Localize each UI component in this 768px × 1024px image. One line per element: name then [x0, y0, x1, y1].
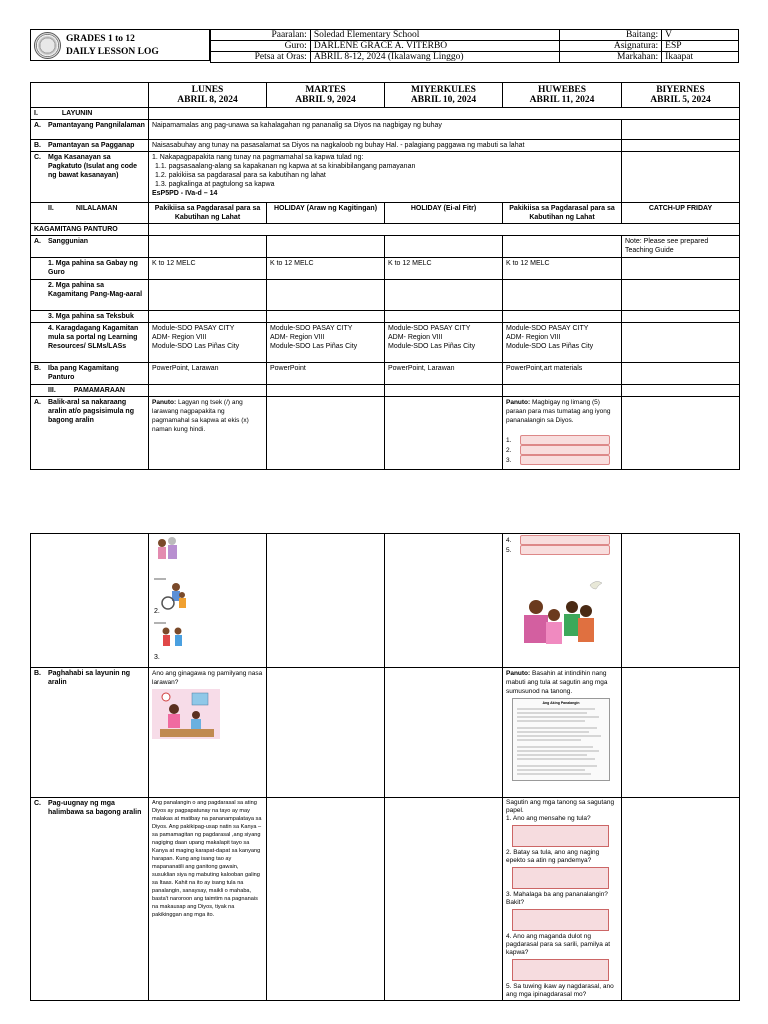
subject-label: Asignatura: [560, 41, 662, 52]
balik-aral-thursday-continued: 4. 5. [503, 534, 622, 668]
answer-box-2[interactable] [520, 445, 610, 455]
iba-monday: PowerPoint, Larawan [149, 363, 267, 385]
day-thursday: HUWEBES ABRIL 11, 2024 [503, 83, 622, 108]
iba-thursday: PowerPoint,art materials [503, 363, 622, 385]
karagdagang-thursday: Module-SDO PASAY CITY ADM- Region VIII Module-SDO Las Piñas City [503, 323, 622, 363]
pamantayan-pagganap-label: Pamantayan sa Pagganap [48, 142, 135, 149]
grade-value: V [662, 30, 739, 41]
svg-text:3.: 3. [154, 654, 160, 661]
pag-uugnay-monday: Ang panalangin o ang pagdarasal sa ating Diyos ay pagpapatunay na tayo ay may malakas at matibay na pananampalataya sa Diyos. Ang pakikipag-usap natin sa Kanya – sa pamamagitan ng pagdarasal ,ang siyang nagiging daan upang makalapit tayo sa Kanya at maging karapat-dapat sa kanyang harapan. Kung ang isang tao ay mapananatili ang ganitong gawain, susuklian siya ng mabuting kalooban galing sa Itaas. Kahit na ito ay isang tula na panalangin, sanaysay, maikli o mahaba, basta't naroroon ang taimtim na pagnanais na makausap ang Diyos, tiyak na pakikinggan ang mga ito. [149, 798, 267, 1001]
pamantayang-pangnilalaman-label: Pamantayang Pangnilalaman [48, 122, 145, 129]
karagdagang-label: 4. Karagdagang Kagamitan mula sa portal ng Learning Resources/ SLMs/LASs [31, 323, 149, 363]
teacher-label: Guro: [211, 41, 311, 52]
day-header-row [31, 83, 740, 108]
kasanayan-label: Mga Kasanayan sa Pagkatuto (Isulat ang code ng bawat kasanayan) [48, 154, 138, 179]
pamantayang-pangnilalaman-text: Naipamamalas ang pag-unawa sa kahalagahan ng pananalig sa Diyos na nagbigay ng buhay [149, 120, 622, 140]
picture-1 [154, 537, 177, 579]
paghahabi-label: Paghahabi sa layunin ng aralin [48, 670, 131, 686]
quarter-label: Markahan: [560, 52, 662, 63]
sanggunian-label: Sanggunian [48, 238, 89, 245]
answer-area-3[interactable] [512, 909, 609, 931]
pamantayan-pagganap-row: B. Pamantayan sa Pagganap Naisasabuhay ang tunay na pasasalamat sa Diyos na nagkaloob ng buhay Hal. - palagiang paggawa ng mabuti sa lahat [31, 140, 740, 152]
picture-2 [154, 583, 186, 623]
header-title-box [30, 29, 210, 61]
karagdagang-tuesday: Module-SDO PASAY CITY ADM- Region VIII Module-SDO Las Piñas City [267, 323, 385, 363]
balik-aral-label: Balik-aral sa nakaraang aralin at/o pagsisimula ng bagong aralin [48, 399, 134, 424]
balik-aral-monday: Panuto: Lagyan ng tsek (/) ang larawang nagpapakita ng pagmamahal sa kapwa at ekis (x) naman kung hindi. [149, 397, 267, 470]
poem-text-lines [515, 705, 607, 779]
balik-aral-continued-row [31, 534, 740, 668]
balik-aral-row: A. Balik-aral sa nakaraang aralin at/o pagsisimula ng bagong aralin Panuto: Lagyan ng tsek (/) ang larawang nagpapakita ng pagmamahal sa kapwa at ekis (x) naman kung hindi. Panuto: Magbigay ng limang (5) paraan para mas tumatag ang iyong pananalangin sa Diyos. 1. 2. 3. [31, 397, 740, 470]
teacher-value: DARLENE GRACE A. VITERBO [310, 41, 560, 52]
day-friday: BIYERNES ABRIL 5, 2024 [622, 83, 740, 108]
layunin-row [31, 108, 740, 120]
date-label: Petsa at Oras: [211, 52, 311, 63]
children-pictures-icon [152, 535, 212, 663]
answer-area-2[interactable] [512, 867, 609, 889]
day-wednesday: MIYERKULES ABRIL 10, 2024 [385, 83, 503, 108]
answer-area-4[interactable] [512, 959, 609, 981]
pag-uugnay-thursday: Sagutin ang mga tanong sa sagutang papel. 1. Ano ang mensahe ng tula? 2. Batay sa tula, ano ang naging epekto sa atin ng pandemya? 3. Mahalaga ba ang pananalangin? Bakit? 4. Ano ang maganda dulot ng pagdarasal para sa sarili, pamilya at kapwa? 5. Sa tuwing ikaw ay nagdarasal, ano ang mga ipinagdarasal mo? [503, 798, 622, 1001]
school-value: Soledad Elementary School [310, 30, 560, 41]
paghahabi-monday: Ano ang ginagawa ng pamilyang nasa larawan? [149, 668, 267, 798]
balik-aral-pictures [149, 534, 267, 668]
deped-seal-icon [34, 32, 61, 59]
sanggunian-friday-note: Note: Please see prepared Teaching Guide [622, 236, 740, 258]
teksbuk-row [31, 311, 740, 323]
gabay-wednesday: K to 12 MELC [385, 258, 503, 280]
poem-image: Ang Aking Panalangin [512, 698, 610, 781]
kasanayan-text: 1. Nakapagpapakita nang tunay na pagmamahal sa kapwa tulad ng: 1.1. pagsasaalang-alang sa kapakanan ng kapwa at sa kinabibilangang pamayanan 1.2. pakikiisa sa pagdarasal para sa kabutihan ng lahat 1.3. pagkalinga at pagtulong sa kapwa EsP5PD - IVa-d – 14 [149, 152, 622, 203]
kagamitang-pang-label: 2. Mga pahina sa Kagamitang Pang-Mag-aaral [31, 280, 149, 311]
nilalaman-row: II. NILALAMAN Pakikiisa sa Pagdarasal para sa Kabutihan ng Lahat HOLIDAY (Araw ng Kagitingan) HOLIDAY (Ei-al Fitr) Pakikiisa sa Pagdarasal para sa Kabutihan ng Lahat CATCH-UP FRIDAY [31, 203, 740, 224]
answer-area-1[interactable] [512, 825, 609, 847]
kagamitan-label: KAGAMITANG PANTURO [31, 224, 149, 236]
pag-uugnay-label: Pag-uugnay ng mga halimbawa sa bagong aralin [48, 800, 142, 816]
nilalaman-tuesday: HOLIDAY (Araw ng Kagitingan) [267, 203, 385, 224]
karagdagang-row [31, 323, 740, 363]
gabay-monday: K to 12 MELC [149, 258, 267, 280]
sanggunian-row: A. Sanggunian Note: Please see prepared Teaching Guide [31, 236, 740, 258]
family-praying-illustration [512, 555, 612, 655]
header-title-line2: DAILY LESSON LOG [66, 47, 159, 57]
nilalaman-wednesday: HOLIDAY (Ei-al Fitr) [385, 203, 503, 224]
header-title-line1: GRADES 1 to 12 [66, 34, 135, 44]
gabay-label: 1. Mga pahina sa Gabay ng Guro [31, 258, 149, 280]
teksbuk-label: 3. Mga pahina sa Teksbuk [31, 311, 149, 323]
day-monday: LUNES ABRIL 8, 2024 [149, 83, 267, 108]
nilalaman-monday: Pakikiisa sa Pagdarasal para sa Kabutihan ng Lahat [149, 203, 267, 224]
kagamitang-pang-row [31, 280, 740, 311]
gabay-tuesday: K to 12 MELC [267, 258, 385, 280]
iba-tuesday: PowerPoint [267, 363, 385, 385]
answer-box-3[interactable] [520, 455, 610, 465]
answer-box-4[interactable] [520, 535, 610, 545]
iba-label: Iba pang Kagamitang Panturo [48, 365, 119, 381]
gabay-row [31, 258, 740, 280]
subject-value: ESP [662, 41, 739, 52]
date-value: ABRIL 8-12, 2024 (Ikalawang Linggo) [310, 52, 560, 63]
iba-row: B. Iba pang Kagamitang Panturo PowerPoint, Larawan PowerPoint PowerPoint, Larawan PowerPoint,art materials [31, 363, 740, 385]
day-tuesday: MARTES ABRIL 9, 2024 [267, 83, 385, 108]
balik-aral-thursday: Panuto: Magbigay ng limang (5) paraan para mas tumatag ang iyong pananalangin sa Diyos. 1. 2. 3. [503, 397, 622, 470]
answer-box-1[interactable] [520, 435, 610, 445]
lesson-log-table-page1 [30, 82, 740, 470]
family-studying-illustration [152, 689, 220, 739]
nilalaman-label: NILALAMAN [75, 205, 118, 212]
kagamitan-row [31, 224, 740, 236]
lesson-log-table-page2 [30, 533, 740, 1001]
quarter-value: Ikaapat [662, 52, 739, 63]
paghahabi-row: B. Paghahabi sa layunin ng aralin Ano ang ginagawa ng pamilyang nasa larawan? Panuto: Basahin at intindihin nang mabuti ang tula at sagutin ang mga sumusunod na tanong. Ang Aking Panalangin [31, 668, 740, 798]
nilalaman-friday: CATCH-UP FRIDAY [622, 203, 740, 224]
pamamaraan-row: III. PAMAMARAAN [31, 385, 740, 397]
school-label: Paaralan: [211, 30, 311, 41]
pamamaraan-label: PAMAMARAAN [73, 387, 125, 394]
pag-uugnay-row: C. Pag-uugnay ng mga halimbawa sa bagong aralin Ang panalangin o ang pagdarasal sa ating Diyos ay pagpapatunay na tayo ay may malakas at matibay na pananampalataya sa Diyos. Ang pakikipag-usap natin sa Kanya – sa pamamagitan ng pagdarasal ,ang siyang nagiging daan upang makalapit tayo sa Kanya at maging karapat-dapat sa kanyang harapan. Kung ang isang tao ay mapananatili ang ganitong gawain, susuklian siya ng mabuting kalooban galing sa Itaas. Kahit na ito ay isang tula na panalangin, sanaysay, maikli o mahaba, basta't naroroon ang taimtim na pagnanais na makausap ang Diyos, tiyak na pakikinggan ang mga ito. Sagutin ang mga tanong sa sagutang papel. 1. Ano ang mensahe ng tula? 2. Batay sa tula, ano ang naging epekto sa atin ng pandemya? 3. Mahalaga ba ang pananalangin? Bakit? 4. Ano ang maganda dulot ng pagdarasal para sa sarili, pamilya at kapwa? 5. Sa tuwing ikaw ay nagdarasal, ano ang mga ipinagdarasal mo? [31, 798, 740, 1001]
layunin-label: LAYUNIN [61, 110, 93, 117]
pamantayang-pangnilalaman-row: A. Pamantayang Pangnilalaman Naipamamalas ang pag-unawa sa kahalagahan ng pananalig sa Diyos na nagbigay ng buhay [31, 120, 740, 140]
paghahabi-thursday: Panuto: Basahin at intindihin nang mabuti ang tula at sagutin ang mga sumusunod na tanong. Ang Aking Panalangin [503, 668, 622, 798]
layunin-num: I. [34, 110, 38, 117]
picture-3 [154, 628, 182, 662]
pamantayan-pagganap-text: Naisasabuhay ang tunay na pasasalamat sa Diyos na nagkaloob ng buhay Hal. - palagiang paggawa ng mabuti sa lahat [149, 140, 622, 152]
karagdagang-monday: Module-SDO PASAY CITY ADM- Region VIII Module-SDO Las Piñas City [149, 323, 267, 363]
answer-box-5[interactable] [520, 545, 610, 555]
grade-label: Baitang: [560, 30, 662, 41]
kasanayan-row: C. Mga Kasanayan sa Pagkatuto (Isulat ang code ng bawat kasanayan) 1. Nakapagpapakita nang tunay na pagmamahal sa kapwa tulad ng: 1.1. pagsasaalang-alang sa kapakanan ng kapwa at sa kinabibilangang pamayanan 1.2. pakikiisa sa pagdarasal para sa kabutihan ng lahat 1.3. pagkalinga at pagtulong sa kapwa EsP5PD - IVa-d – 14 [31, 152, 740, 203]
header-info-table [210, 29, 739, 63]
iba-wednesday: PowerPoint, Larawan [385, 363, 503, 385]
competency-code: EsP5PD - IVa-d – 14 [152, 190, 218, 197]
karagdagang-wednesday: Module-SDO PASAY CITY ADM- Region VIII Module-SDO Las Piñas City [385, 323, 503, 363]
svg-text:2.: 2. [154, 608, 160, 615]
gabay-thursday: K to 12 MELC [503, 258, 622, 280]
nilalaman-thursday: Pakikiisa sa Pagdarasal para sa Kabutihan ng Lahat [503, 203, 622, 224]
